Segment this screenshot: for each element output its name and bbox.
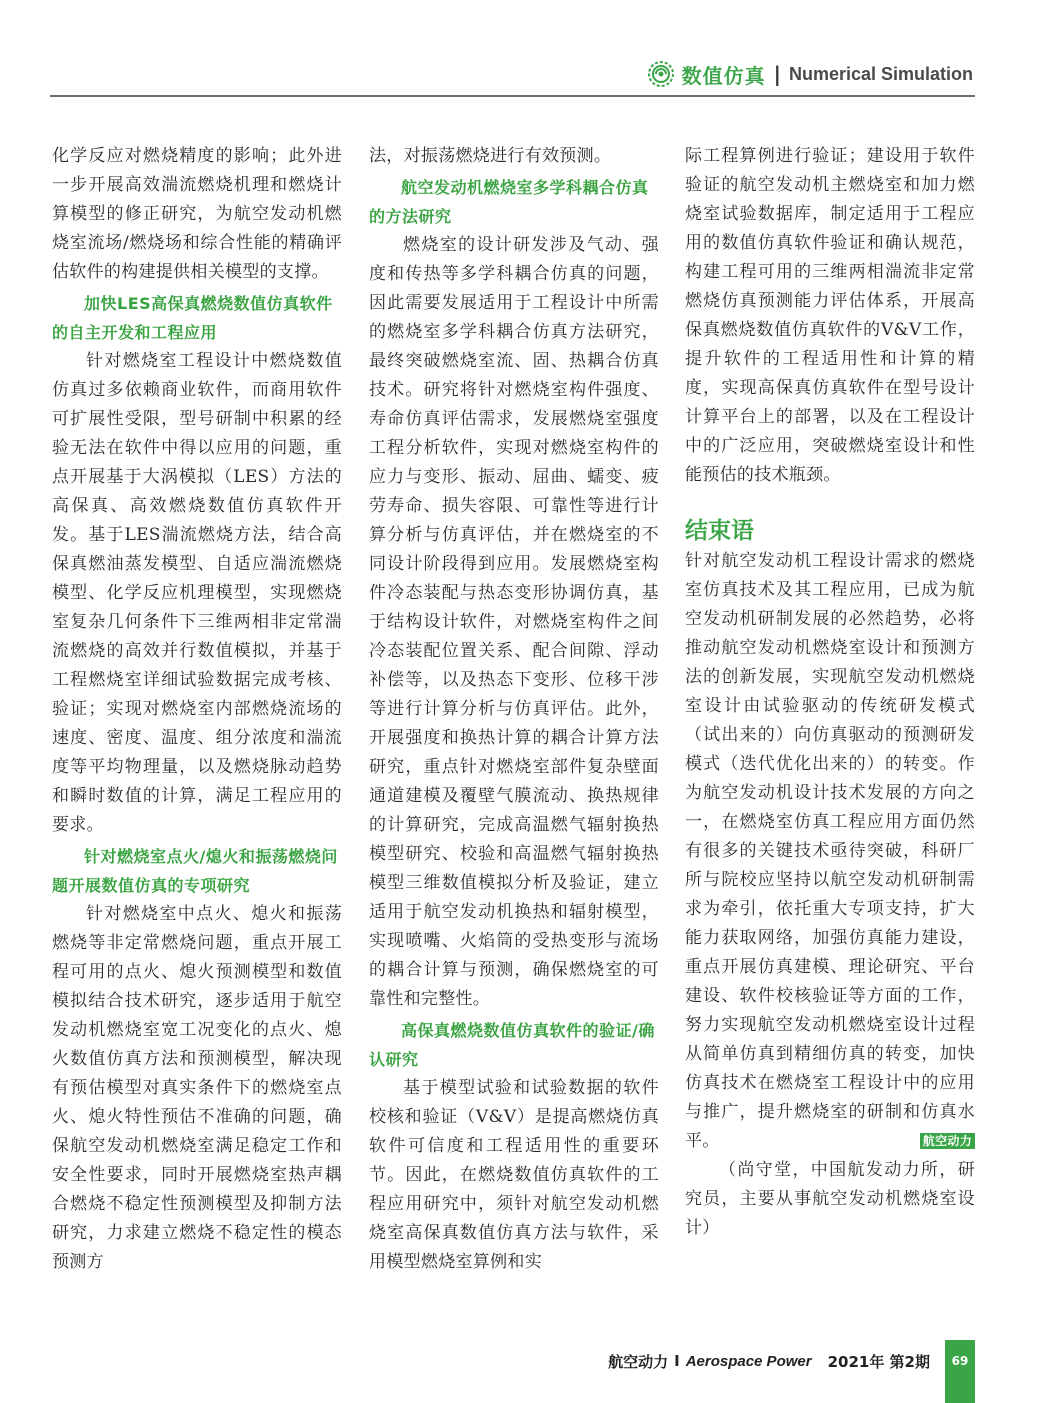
paragraph: 法，对振荡燃烧进行有效预测。 [369,146,612,166]
subheading: 加快LES高保真燃烧数值仿真软件的自主开发和工程应用 [52,294,333,342]
page-footer [608,1350,930,1372]
paragraph: 际工程算例进行验证；建设用于软件验证的航空发动机主燃烧室和加力燃烧室试验数据库，制定适用于工程应用的数值仿真软件验证和确认规范，构建工程可用的三维两相湍流非定常燃烧仿真预测能力评估体系，开展高保真燃烧数值仿真软件的V&V工作，提升软件的工程适用性和计算的精度，实现高保真仿真软件在型号设计计算平台上的部署，以及在工程设计中的广泛应用，突破燃烧室设计和性能预估的技术瓶颈。 [685,146,975,485]
paragraph: 基于模型试验和试验数据的软件校核和验证（V&V）是提高燃烧仿真软件可信度和工程适用性的重要环节。因此，在燃烧数值仿真软件的工程应用研究中，须针对航空发动机燃烧室高保真数值仿真方法与软件，采用模型燃烧室算例和实 [369,1078,659,1272]
footer-separator: I [674,1352,680,1370]
section-separator: | [773,62,781,86]
page-number: 69 [951,1354,969,1368]
paragraph: 针对燃烧室中点火、熄火和振荡燃烧等非定常燃烧问题，重点开展工程可用的点火、熄火预测模型和数值模拟结合技术研究，逐步适用于航空发动机燃烧室宽工况变化的点火、熄火数值仿真方法和预测模型，解决现有预估模型对真实条件下的燃烧室点火、熄火特性预估不准确的问题，确保航空发动机燃烧室满足稳定工作和安全性要求，同时开展燃烧室热声耦合燃烧不稳定性预测模型及抑制方法研究，力求建立燃烧不稳定性的模态预测方 [52,904,342,1272]
page-number-tab [945,1340,975,1403]
subheading: 针对燃烧室点火/熄火和振荡燃烧问题开展数值仿真的专项研究 [52,847,338,895]
journal-name-cn: 航空动力 [608,1352,669,1371]
end-mark-logo: 航空动力 [920,1133,975,1149]
section-header [648,60,973,88]
subheading: 航空发动机燃烧室多学科耦合仿真的方法研究 [369,178,649,226]
section-title-cn: 数值仿真 [681,63,766,88]
column-2 [369,142,659,1277]
column-3 [685,142,975,1243]
author-bio: （尚守堂，中国航发动力所，研究员，主要从事航空发动机燃烧室设计） [685,1160,975,1238]
subheading: 高保真燃烧数值仿真软件的验证/确认研究 [369,1021,655,1069]
paragraph: 燃烧室的设计研发涉及气动、强度和传热等多学科耦合仿真的问题，因此需要发展适用于工程设计中所需的燃烧室多学科耦合仿真方法研究，最终突破燃烧室流、固、热耦合仿真技术。研究将针对燃烧室构件强度、寿命仿真评估需求，发展燃烧室强度工程分析软件，实现对燃烧室构件的应力与变形、振动、屈曲、蠕变、疲劳寿命、损失容限、可靠性等进行计算分析与仿真评估，并在燃烧室的不同设计阶段得到应用。发展燃烧室构件冷态装配与热态变形协调仿真，基于结构设计软件，对燃烧室构件之间冷态装配位置关系、配合间隙、浮动补偿等，以及热态下变形、位移干涉等进行计算分析与仿真评估。此外，开展强度和换热计算的耦合计算方法研究，重点针对燃烧室部件复杂壁面通道建模及覆壁气膜流动、换热规律的计算研究，完成高温燃气辐射换热模型研究、校验和高温燃气辐射换热模型三维数值模拟分析及验证，建立适用于航空发动机换热和辐射模型，实现喷嘴、火焰筒的受热变形与流场的耦合计算与预测，确保燃烧室的可靠性和完整性。 [369,235,659,1009]
paragraph [685,547,975,1156]
column-1 [52,142,342,1277]
header-divider [50,95,975,97]
paragraph: 针对燃烧室工程设计中燃烧数值仿真过多依赖商业软件，而商用软件可扩展性受限，型号研制中积累的经验无法在软件中得以应用的问题，重点开展基于大涡模拟（LES）方法的高保真、高效燃烧数值仿真软件开发。基于LES湍流燃烧方法，结合高保真燃油蒸发模型、自适应湍流燃烧模型、化学反应机理模型，实现燃烧室复杂几何条件下三维两相非定常湍流燃烧的高效并行数值模拟，并基于工程燃烧室详细试验数据完成考核、验证；实现对燃烧室内部燃烧流场的速度、密度、温度、组分浓度和湍流度等平均物理量，以及燃烧脉动趋势和瞬时数值的计算，满足工程应用的要求。 [52,351,342,835]
conclusion-heading: 结束语 [685,518,754,544]
swirl-logo-icon [648,61,674,87]
conclusion-text: 针对航空发动机工程设计需求的燃烧室仿真技术及其工程应用，已成为航空发动机研制发展的必然趋势，必将推动航空发动机燃烧室设计和预测方法的创新发展，实现航空发动机燃烧室设计由试验驱动的传统研发模式（试出来的）向仿真驱动的预测研发模式（迭代优化出来的）的转变。作为航空发动机设计技术发展的方向之一，在燃烧室仿真工程应用方面仍然有很多的关键技术亟待突破，科研厂所与院校应坚持以航空发动机研制需求为牵引，依托重大专项支持，扩大能力获取网络，加强仿真能力建设，重点开展仿真建模、理论研究、平台建设、软件校核验证等方面的工作，努力实现航空发动机燃烧室设计过程从简单仿真到精细仿真的转变，加快仿真技术在燃烧室工程设计中的应用与推广，提升燃烧室的研制和仿真水平。 [685,551,975,1151]
issue-label: 2021年 第2期 [827,1352,930,1371]
journal-name-en: Aerospace Power [685,1352,812,1370]
section-title-en: Numerical Simulation [788,63,973,84]
paragraph: 化学反应对燃烧精度的影响；此外进一步开展高效湍流燃烧机理和燃烧计算模型的修正研究，为航空发动机燃烧室流场/燃烧场和综合性能的精确评估软件的构建提供相关模型的支撑。 [52,146,342,282]
